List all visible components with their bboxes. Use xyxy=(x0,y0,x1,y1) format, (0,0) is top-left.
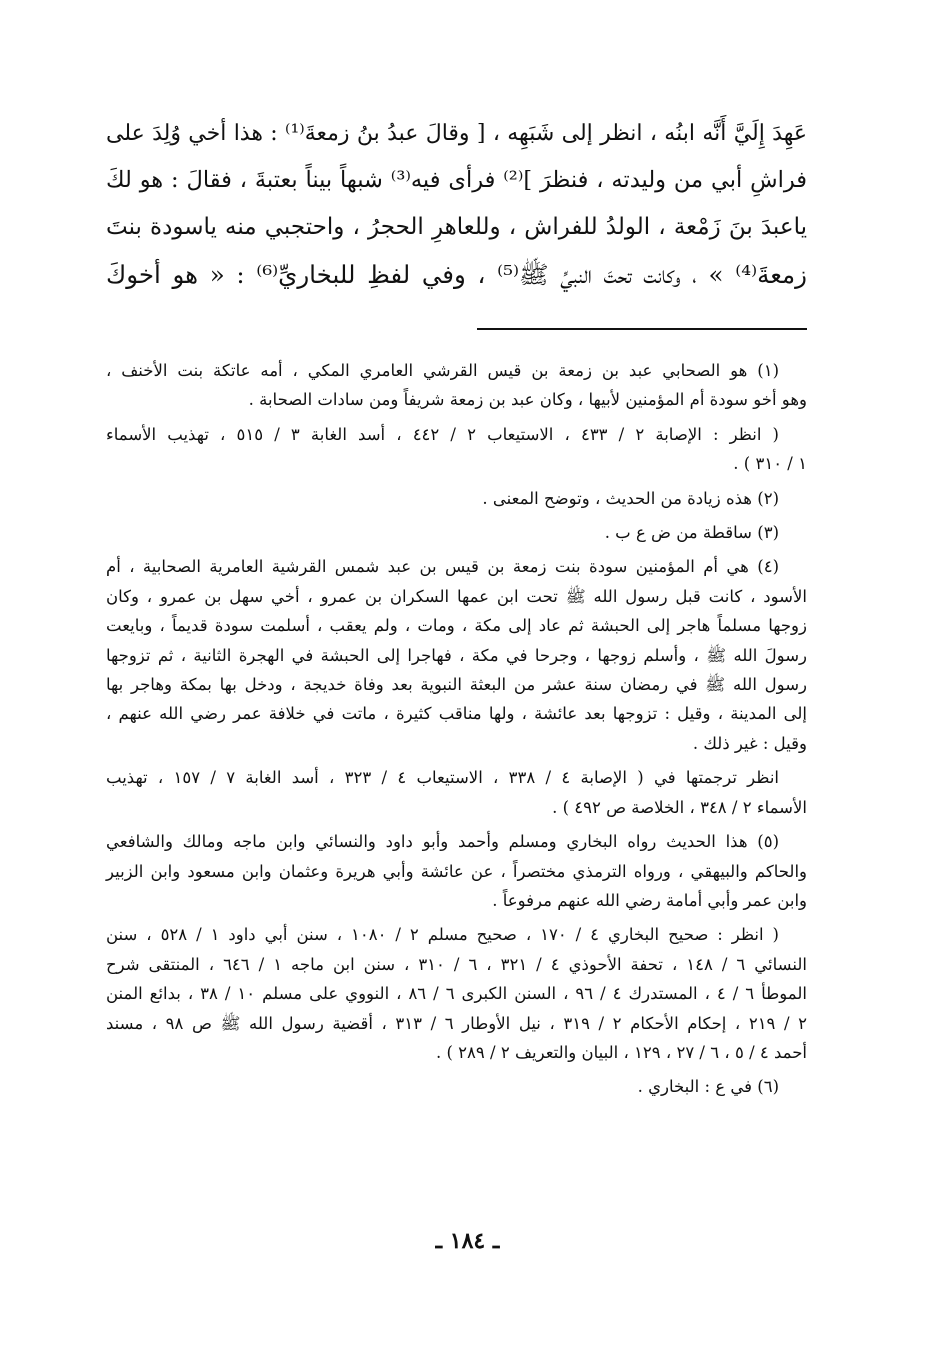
footnote-line: وهو أخو سودة أم المؤمنين لأبيها ، وكان عبد بن زمعة شريفاً ومن سادات الصحابة . xyxy=(248,390,807,410)
footnote-3 xyxy=(106,518,807,547)
footnote-5 xyxy=(106,827,807,915)
footnote-6 xyxy=(106,1072,807,1101)
footnote-line: الأسود ، كانت قبل رسول الله ﷺ تحت ابن عمها السكران بن عمرو ، أخي سهل بن عمرو ، وكان xyxy=(106,586,807,606)
footnote-line: والحاكم والبيهقي ، ورواه الترمذي مختصراً ، عن عائشة وأبي هريرة وعثمان وابن مسعود وابن الزبير xyxy=(106,861,807,881)
footnote-line: أحمد ٤ / ٥ ، ٦ / ٢٧ ، ١٢٩ ، البيان والتعريف ٢ / ٢٨٩ ) . xyxy=(436,1042,807,1062)
page-number: ـ ١٨٤ ـ xyxy=(435,1228,500,1254)
footnote-4 xyxy=(106,552,807,758)
footnote-line: ٢ / ٢١٩ ، إحكام الأحكام ٢ / ٣١٩ ، نيل الأوطار ٦ / ٣١٣ ، أقضية رسول الله ﷺ ص ٩٨ ، مسند xyxy=(106,1013,807,1033)
footnote-4-refs xyxy=(106,763,807,822)
footnote-line: زوجها مسلماً هاجر إلى الحبشة ثم عاد إلى مكة ، ومات ، ولم يعقب ، أسلمت سودة قديماً ، وبايعت xyxy=(106,616,807,636)
footnotes xyxy=(106,356,807,1102)
footnote-line: (٣) ساقطة من ض ع ب . xyxy=(604,523,779,543)
footnote-line: (١) هو الصحابي عبد بن زمعة بن قيس القرشي العامري المكي ، أمه عاتكة بنت الأخنف ، xyxy=(106,361,779,380)
main-line-4: زمعةَ⁽⁴⁾ » ، وكانت تحتَ النبيِّ ﷺ⁽⁵⁾ ، وفي لفظِ للبخاريِّ⁽⁶⁾ : « هو أخوكَ xyxy=(106,260,807,289)
footnote-2 xyxy=(106,484,807,513)
footnote-line: الأسماء ٢ / ٣٤٨ ، الخلاصة ص ٤٩٢ ) . xyxy=(552,797,807,817)
footnote-line: (٥) هذا الحديث رواه البخاري ومسلم وأحمد وأبو داود والنسائي وابن ماجه ومالك والشافعي xyxy=(106,832,779,852)
footnote-line: وابن عمر وأبي أمامة رضي الله عنهم مرفوعاً . xyxy=(492,890,807,910)
footnote-separator-wrap xyxy=(106,328,807,330)
footnote-separator xyxy=(477,328,807,330)
footnote-line: رسول الله ﷺ في رمضان سنة عشر من البعثة النبوية بعد وفاة خديجة ، ودخل بها بمكة وهاجر بها xyxy=(106,675,807,695)
footnote-line: (٤) هي أم المؤمنين سودة بنت زمعة بن قيس بن عبد شمس القرشية العامرية الصحابية ، أم xyxy=(106,557,779,577)
footnote-line: الموطأ ٦ / ٤ ، المستدرك ٤ / ٩٦ ، السنن الكبرى ٦ / ٨٦ ، النووي على مسلم ١٠ / ٣٨ ، بدائع المنن xyxy=(106,984,807,1004)
footnote-line: ( انظر : الإصابة ٢ / ٤٣٣ ، الاستيعاب ٢ / ٤٤٢ ، أسد الغابة ٣ / ٥١٥ ، تهذيب الأسماء xyxy=(106,424,779,444)
main-text xyxy=(106,110,807,298)
footnote-line: النسائي ٦ / ١٤٨ ، تحفة الأحوذي ٤ / ٣٢١ ، ٦ / ٣١٠ ، سنن ابن ماجه ١ / ٦٤٦ ، المنتقى شرح xyxy=(106,954,807,974)
footnote-line: ( انظر : صحيح البخاري ٤ / ١٧٠ ، صحيح مسلم ٢ / ١٠٨٠ ، سنن أبي داود ١ / ٥٢٨ ، سنن xyxy=(106,925,779,945)
footnote-line: ١ / ٣١٠ ) . xyxy=(733,454,807,474)
main-line-2: فراشِ أبي من وليدته ، فنظرَ ]⁽²⁾ فرأى فيه⁽³⁾ شبهاً بيناً بعتبةَ ، فقالَ : هو لكَ xyxy=(106,167,807,193)
footnote-line: إلى المدينة ، وقيل : تزوجها بعد عائشة ، ولها مناقب كثيرة ، ماتت في خلافة عمر رضي الله عنهم ، xyxy=(106,704,807,724)
footnote-line: رسولَ الله ﷺ ، وأسلم زوجها ، وجرحا في مكة ، فهاجرا إلى الحبشة في الهجرة الثانية ، ثم تزوجها xyxy=(106,645,807,665)
footnote-line: (٦) في ع : البخاري . xyxy=(637,1077,779,1097)
footnote-line: انظر ترجمتها في ( الإصابة ٤ / ٣٣٨ ، الاستيعاب ٤ / ٣٢٣ ، أسد الغابة ٧ / ١٥٧ ، تهذيب xyxy=(106,768,779,788)
footnote-1-refs xyxy=(106,420,807,479)
footnote-line: وقيل : غير ذلك . xyxy=(692,733,807,753)
main-line-3: ياعبدَ بنَ زَمْعة ، الولدُ للفراش ، وللعاهرِ الحجرُ ، واحتجبي منه ياسودة بنتَ xyxy=(106,214,807,240)
footnote-1 xyxy=(106,356,807,415)
footnote-line: (٢) هذه زيادة من الحديث ، وتوضح المعنى . xyxy=(482,488,779,508)
main-line-1: عَهِدَ إِلَيَّ أَنَّه ابنُه ، انظر إلى شَبَهِه ، [ وقالَ عبدُ بنُ زمعةَ⁽¹⁾ : هذا أخي وُلِدَ على xyxy=(106,121,807,146)
footnote-5-refs xyxy=(106,920,807,1067)
